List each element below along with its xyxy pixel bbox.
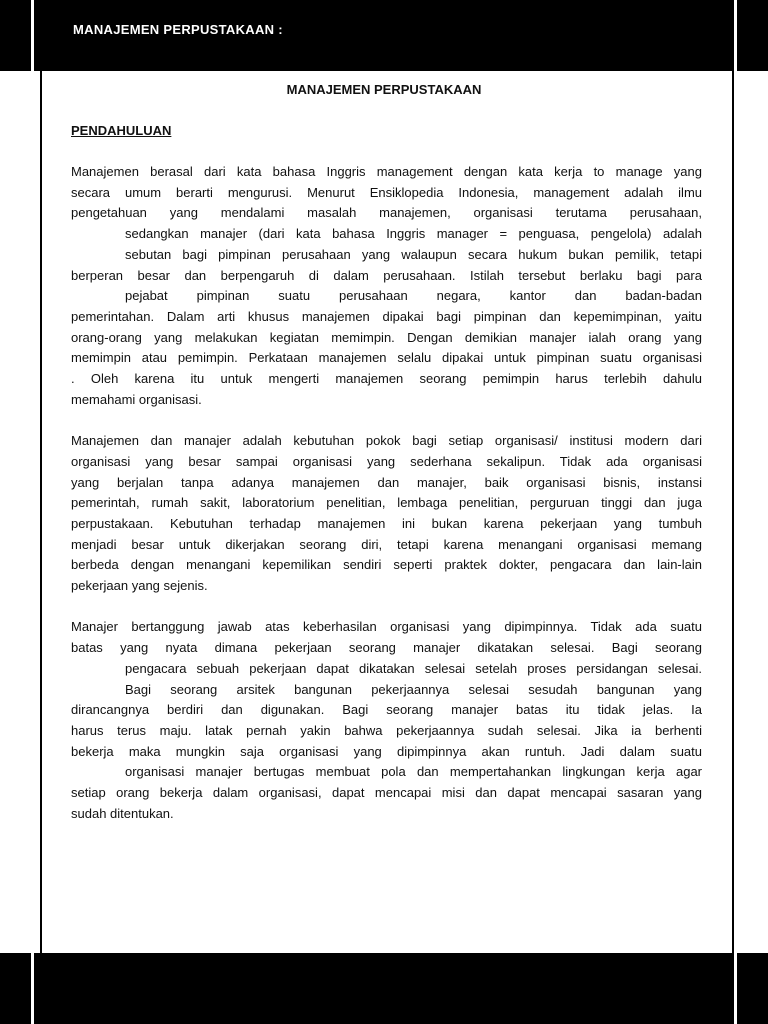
paragraph-line: . Oleh karena itu untuk mengerti manajemen seorang pemimpin harus terlebih dahulu (71, 371, 702, 387)
left-frame-gap (31, 0, 34, 1024)
paragraph (71, 162, 702, 410)
paragraph-line: sedangkan manajer (dari kata bahasa Inggris manager = penguasa, pengelola) adalah (125, 226, 702, 242)
paragraph-line: yang berjalan tanpa adanya manajemen dan manajer, baik organisasi bisnis, instansi (71, 474, 702, 490)
paragraph-line: memahami organisasi. (71, 391, 202, 407)
paragraph-line: pejabat pimpinan suatu perusahaan negara, kantor dan badan-badan (125, 288, 702, 304)
paragraph-line: harus terus maju. latak pernah yakin bahwa pekerjaannya sudah selesai. Jika ia berhenti (71, 722, 702, 738)
paragraph-line: Manajemen dan manajer adalah kebutuhan pokok bagi setiap organisasi/ institusi modern dari (71, 433, 702, 449)
document-body (71, 162, 702, 845)
paragraph-line: bekerja maka mungkin saja organisasi yang dipimpinnya akan runtuh. Jadi dalam suatu (71, 743, 702, 759)
paragraph-line: pemerintahan. Dalam arti khusus manajemen dipakai bagi pimpinan dan kepemimpinan, yaitu (71, 308, 702, 324)
right-frame-gap (734, 0, 737, 1024)
paragraph-line: pekerjaan yang sejenis. (71, 578, 208, 594)
paragraph-line: Manajer bertanggung jawab atas keberhasilan organisasi yang dipimpinnya. Tidak ada suatu (71, 619, 702, 635)
paragraph-line: organisasi yang besar sampai organisasi yang sederhana sekalipun. Tidak ada organisasi (71, 453, 702, 469)
paragraph-line: batas yang nyata dimana pekerjaan seorang manajer dikatakan selesai. Bagi seorang (71, 640, 702, 656)
header-title: MANAJEMEN PERPUSTAKAAN : (73, 22, 283, 37)
paragraph-line: berbeda dengan menangani kepemilikan sendiri seperti praktek dokter, pengacara dan lain-lain (71, 557, 702, 573)
paragraph-line: berperan besar dan berpengaruh di dalam perusahaan. Istilah tersebut berlaku bagi para (71, 267, 702, 283)
paragraph-line: perpustakaan. Kebutuhan terhadap manajemen ini bukan karena pekerjaan yang tumbuh (71, 515, 702, 531)
paragraph (71, 617, 702, 824)
section-heading: PENDAHULUAN (71, 123, 172, 138)
document-title: MANAJEMEN PERPUSTAKAAN (286, 82, 482, 97)
paragraph-line: Bagi seorang arsitek bangunan pekerjaannya selesai sesudah bangunan yang (125, 681, 702, 697)
paragraph-line: pemerintah, rumah sakit, laboratorium penelitian, lembaga penelitian, perguruan tinggi dan juga (71, 495, 702, 511)
paragraph-line: Manajemen berasal dari kata bahasa Inggris management dengan kata kerja to manage yang (71, 164, 702, 179)
paragraph-line: menjadi besar untuk dikerjakan seorang diri, tetapi karena menangani organisasi memang (71, 536, 702, 552)
paragraph-line: pengacara sebuah pekerjaan dapat dikatakan selesai setelah proses persidangan selesai. (125, 660, 702, 676)
paragraph-line: sudah ditentukan. (71, 805, 174, 821)
paragraph-line: setiap orang bekerja dalam organisasi, dapat mencapai misi dan dapat mencapai sasaran yang (71, 785, 702, 801)
paragraph-line: orang-orang yang melakukan kegiatan memimpin. Dengan demikian manajer ialah orang yang (71, 329, 702, 345)
paragraph-line: organisasi manajer bertugas membuat pola dan mempertahankan lingkungan kerja agar (125, 764, 702, 780)
paragraph-line: pengetahuan yang mendalami masalah manajemen, organisasi terutama perusahaan, (71, 205, 702, 221)
paragraph-line: secara umum berarti mengurusi. Menurut Ensiklopedia Indonesia, management adalah ilmu (71, 184, 702, 200)
paragraph (71, 431, 702, 597)
page-footer (40, 953, 734, 1024)
page-header (40, 0, 734, 71)
paragraph-line: dirancangnya berdiri dan digunakan. Bagi seorang manajer batas itu tidak jelas. Ia (71, 702, 702, 718)
paragraph-line: sebutan bagi pimpinan perusahaan yang walaupun secara hukum bukan pemilik, tetapi (125, 246, 702, 262)
paragraph-line: memimpin atau pemimpin. Perkataan manajemen selalu dipakai untuk pimpinan suatu organisasi (71, 350, 702, 366)
